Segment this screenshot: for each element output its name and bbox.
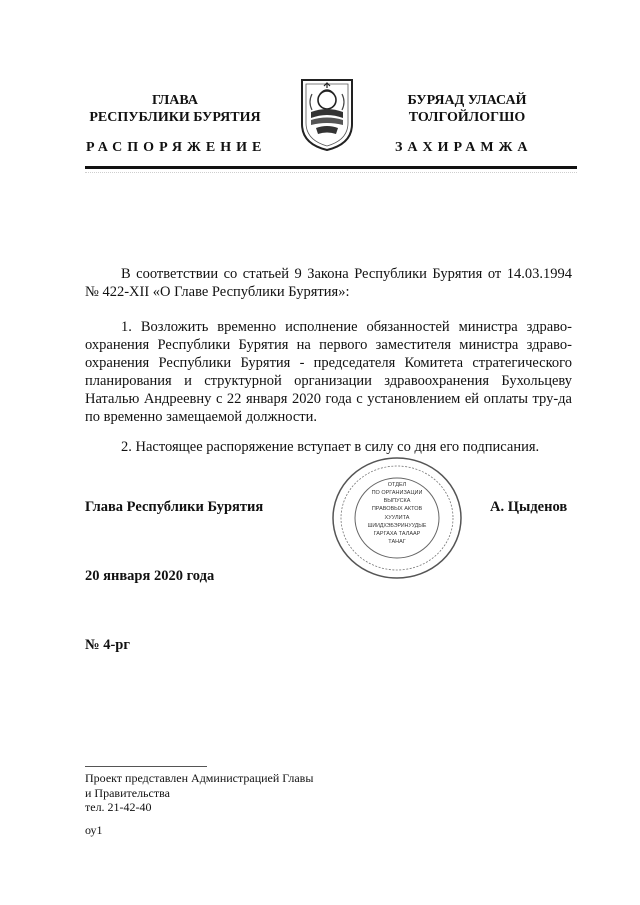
body-paragraph-3: 2. Настоящее распоряжение вступает в силу со дня его подписания.: [121, 439, 540, 455]
header-left-title: ГЛАВА: [152, 93, 198, 108]
footnote: [85, 771, 313, 815]
signatory-name: А. Цыденов: [490, 499, 568, 515]
document-date: 20 января 2020 года: [85, 568, 215, 584]
seal-line-2: ПО ОРГАНИЗАЦИИ: [371, 490, 423, 496]
footnote-line-1: Проект представлен Администрацией Главы: [85, 771, 314, 785]
footnote-divider: [85, 766, 207, 767]
order-title-bua: ЗАХИРАМЖА: [395, 140, 533, 155]
seal-line-5: ХУУЛИТА: [384, 515, 410, 521]
body-paragraph-2: 1. Возложить временно исполнение обязанностей министра здраво-охранения Республики Бурятия на первого заместителя министра здраво-охранения Республики Бурятия - председателя Комитета стратегического планирования и структурной организации здравоохранения Бухольцеву Наталью Андреевну с 22 января 2020 года с установлением ей оплаты тру-да по временно замещаемой должности.: [85, 319, 572, 425]
document-number: № 4-рг: [85, 637, 130, 653]
footnote-line-3: тел. 21-42-40: [85, 800, 152, 814]
seal-line-1: ОТДЕЛ: [387, 482, 407, 488]
header-right: [362, 92, 572, 126]
header-dotted-divider: [85, 172, 577, 175]
body-paragraph-1: В соответствии со статьей 9 Закона Республики Бурятия от 14.03.1994 № 422-XII «О Главе Республики Бурятия»:: [85, 266, 572, 300]
header-right-subtitle: ТОЛГОЙЛОГШО: [408, 110, 526, 125]
seal-line-4: ПРАВОВЫХ АКТОВ: [371, 506, 423, 512]
seal-line-3: ВЫПУСКА: [383, 498, 411, 504]
coat-of-arms-emblem: [298, 72, 356, 152]
seal-line-6: ШИИДХЭБЭРИНУУДЫЕ: [367, 523, 427, 529]
header-left-subtitle: РЕСПУБЛИКИ БУРЯТИЯ: [89, 110, 261, 125]
order-title-ru: РАСПОРЯЖЕНИЕ: [86, 140, 267, 155]
signatory-position: Глава Республики Бурятия: [85, 499, 264, 515]
header-right-title: БУРЯАД УЛАСАЙ: [407, 93, 527, 108]
seal-line-8: ТАНАГ: [388, 539, 406, 545]
document-code: оу1: [85, 823, 103, 837]
seal-line-7: ГАРГАХА ТАЛААР: [373, 531, 421, 537]
header-divider: [85, 166, 577, 169]
header-left: [70, 92, 280, 126]
official-seal-stamp: [329, 455, 465, 581]
footnote-line-2: и Правительства: [85, 785, 170, 800]
